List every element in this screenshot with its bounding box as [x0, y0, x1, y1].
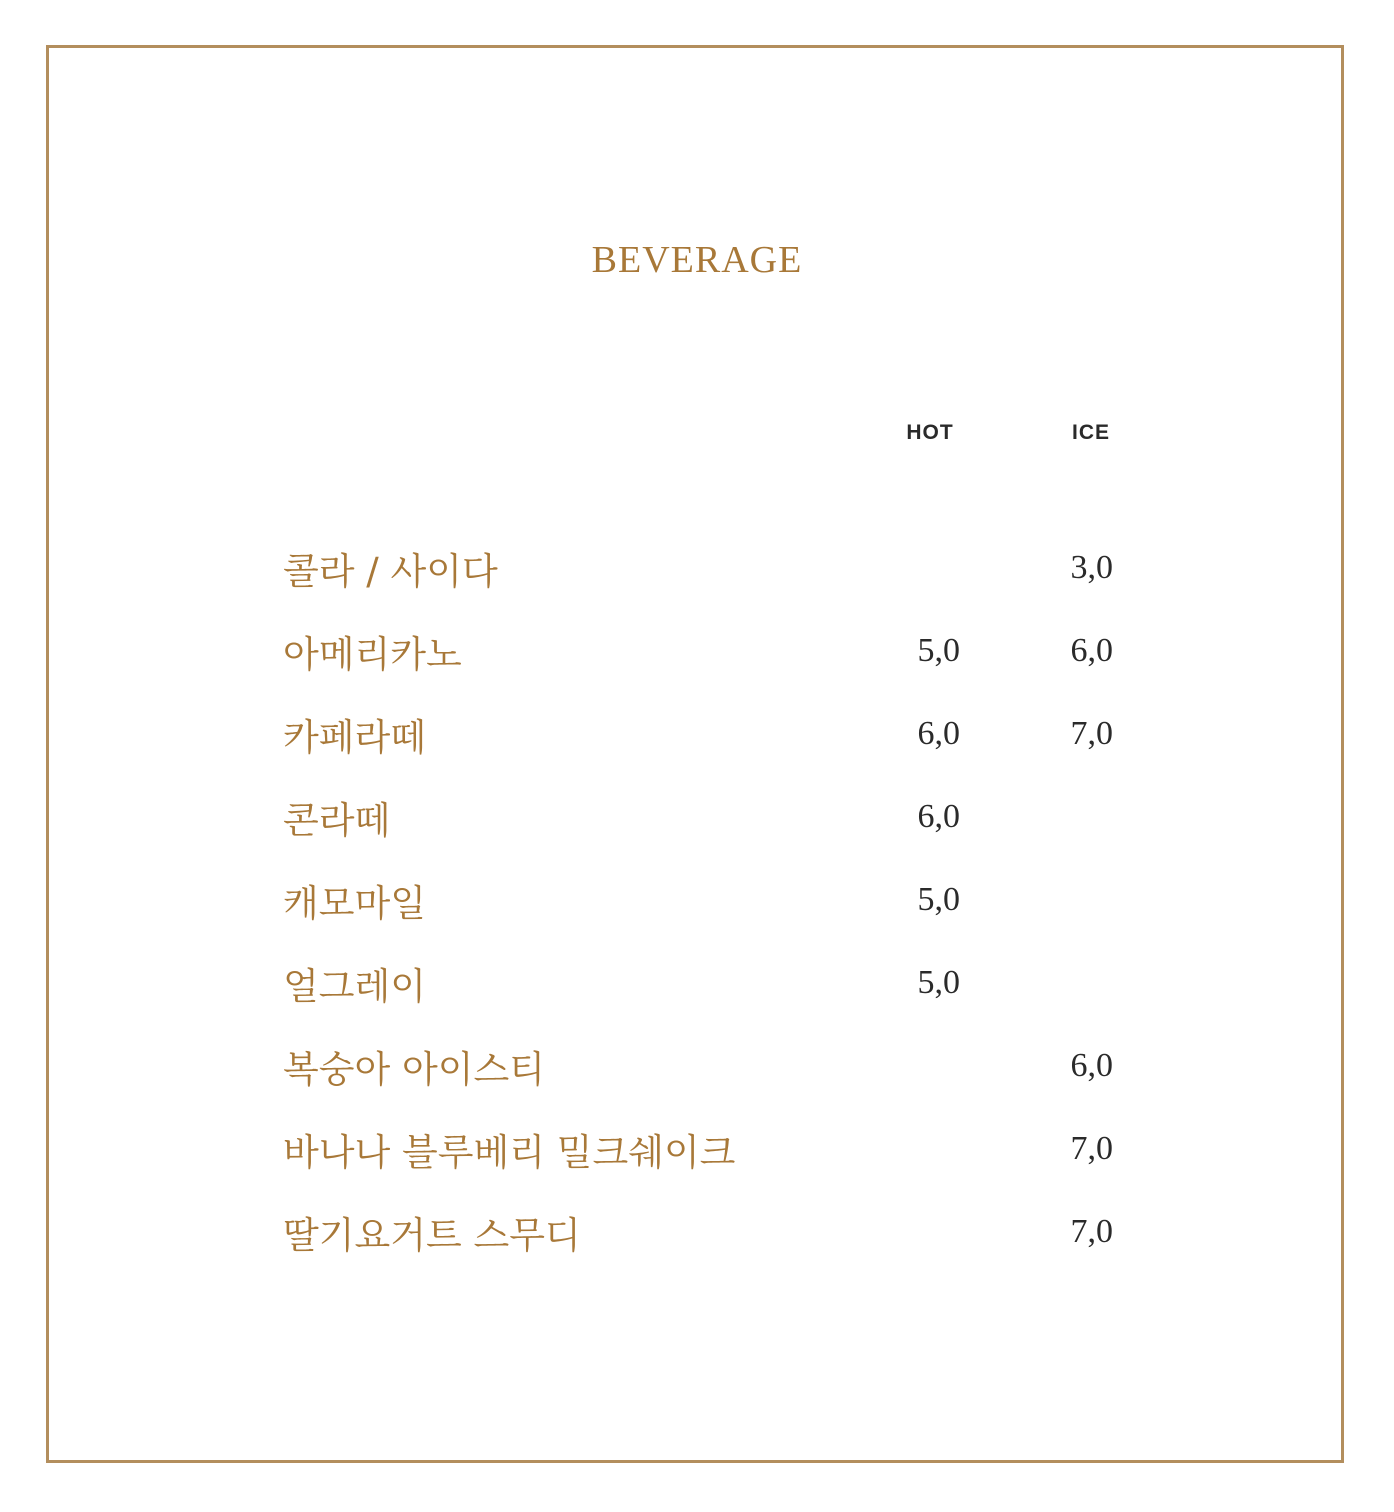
menu-item — [0, 710, 1394, 770]
menu-item — [0, 1208, 1394, 1268]
menu-item-name: 복숭아 아이스티 — [283, 1048, 545, 1091]
menu-item-price-ice: 7,0 — [1070, 1213, 1113, 1250]
menu-item — [0, 544, 1394, 604]
menu-item-name: 캐모마일 — [283, 882, 426, 925]
menu-item-name: 얼그레이 — [283, 965, 426, 1008]
menu-title: BEVERAGE — [591, 239, 803, 281]
menu-item-name: 바나나 블루베리 밀크쉐이크 — [283, 1131, 736, 1174]
menu-item-price-ice: 6,0 — [1070, 632, 1113, 669]
menu-item-name: 카페라떼 — [283, 716, 426, 759]
menu-item — [0, 1042, 1394, 1102]
menu-item-price-hot: 6,0 — [917, 798, 960, 835]
menu-item-price-ice: 6,0 — [1070, 1047, 1113, 1084]
menu-item-name: 아메리카노 — [283, 633, 462, 676]
menu-item-name: 딸기요거트 스무디 — [283, 1214, 581, 1257]
menu-item-price-hot: 5,0 — [917, 632, 960, 669]
column-header-hot: HOT — [906, 421, 954, 444]
menu-item — [0, 1125, 1394, 1185]
menu-item-price-hot: 5,0 — [917, 881, 960, 918]
menu-item-price-ice: 3,0 — [1070, 549, 1113, 586]
menu-item-name: 콘라떼 — [283, 799, 391, 842]
menu-item-price-ice: 7,0 — [1070, 1130, 1113, 1167]
menu-item-name: 콜라 / 사이다 — [283, 550, 498, 593]
column-header-ice: ICE — [1071, 421, 1110, 444]
menu-item-price-ice: 7,0 — [1070, 715, 1113, 752]
menu-item — [0, 959, 1394, 1019]
menu-item-price-hot: 5,0 — [917, 964, 960, 1001]
menu-item — [0, 793, 1394, 853]
menu-item-price-hot: 6,0 — [917, 715, 960, 752]
menu-item — [0, 876, 1394, 936]
menu-item — [0, 627, 1394, 687]
